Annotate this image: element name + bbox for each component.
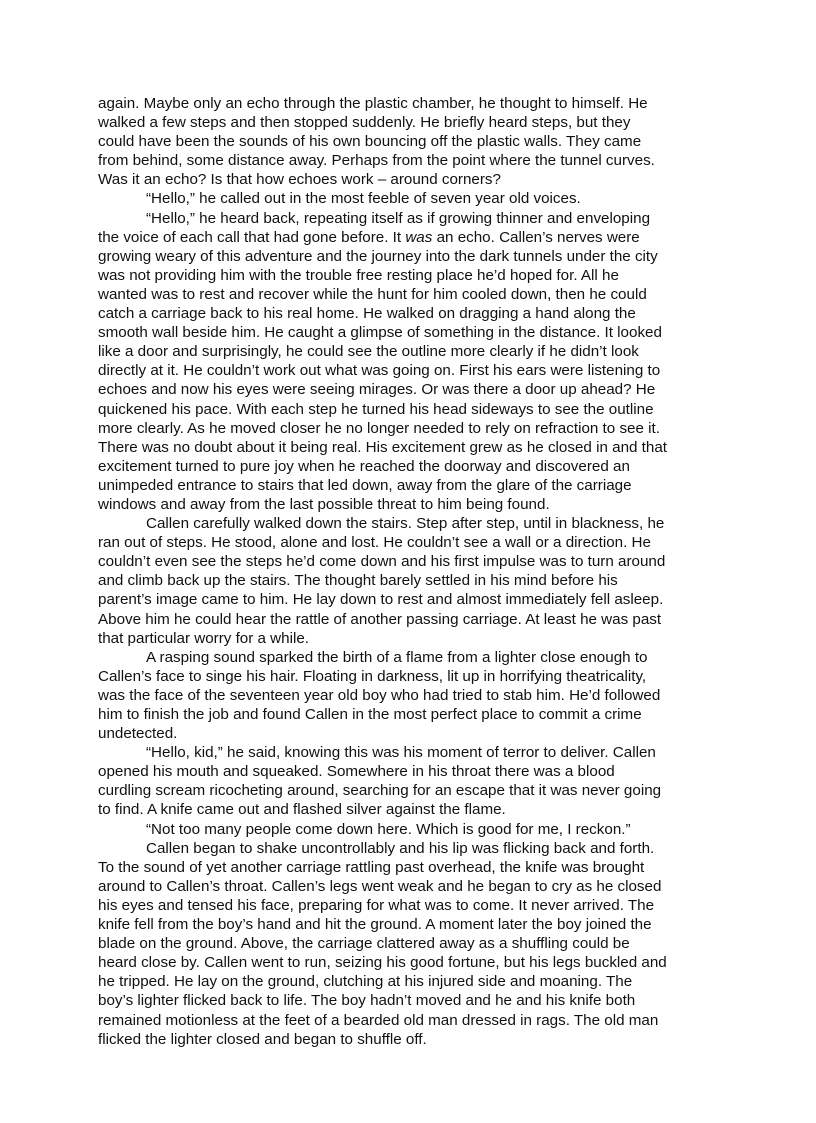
text-line: excitement turned to pure joy when he reached the doorway and discovered an bbox=[98, 457, 630, 475]
body-text bbox=[98, 94, 738, 1049]
text-line: curdling scream ricocheting around, searching for an escape that it was never going bbox=[98, 782, 662, 800]
text-line: couldn’t even see the steps he’d come down and his first impulse was to turn around bbox=[98, 553, 666, 571]
text-line: parent’s image came to him. He lay down to rest and almost immediately fell asleep. bbox=[98, 591, 664, 609]
text-line: that particular worry for a while. bbox=[98, 629, 310, 647]
text-line: him to finish the job and found Callen in the most perfect place to commit a crime bbox=[98, 706, 642, 723]
text-line: like a door and surprisingly, he could see the outline more clearly if he didn’t look bbox=[98, 343, 639, 361]
text-line: “Hello, kid,” he said, knowing this was his moment of terror to deliver. Callen bbox=[146, 744, 656, 762]
text-line: blade on the ground. Above, the carriage clattered away as a shuffling could be bbox=[98, 935, 630, 953]
text-line: his eyes and tensed his face, preparing for what was to come. It never arrived. The bbox=[98, 896, 655, 914]
text-line: more clearly. As he moved closer he no longer needed to rely on refraction to see it. bbox=[98, 419, 660, 437]
text-line: the voice of each call that had gone before. It was an echo. Callen’s nerves were bbox=[98, 228, 640, 246]
text-line: knife fell from the boy’s hand and hit the ground. A moment later the boy joined the bbox=[98, 916, 652, 934]
text-line: Above him he could hear the rattle of another passing carriage. At least he was past bbox=[98, 610, 662, 628]
text-line: again. Maybe only an echo through the plastic chamber, he thought to himself. He bbox=[98, 95, 648, 112]
text-line: ran out of steps. He stood, alone and lost. He couldn’t see a wall or a direction. He bbox=[98, 534, 651, 552]
text-line: To the sound of yet another carriage rattling past overhead, the knife was brought bbox=[98, 858, 645, 876]
text-line: to find. A knife came out and flashed silver against the flame. bbox=[98, 801, 506, 819]
text-line: unimpeded entrance to stairs that led down, away from the glare of the carriage bbox=[98, 476, 632, 494]
text-line: could have been the sounds of his own bouncing off the plastic walls. They came bbox=[98, 133, 642, 151]
text-line: was the face of the seventeen year old boy who had tried to stab him. He’d followed bbox=[98, 686, 661, 704]
text-line: he tripped. He lay on the ground, clutching at his injured side and moaning. The bbox=[98, 973, 633, 991]
text-line: There was no doubt about it being real. His excitement grew as he closed in and that bbox=[98, 438, 668, 456]
text-line: remained motionless at the feet of a bearded old man dressed in rags. The old man bbox=[98, 1011, 659, 1029]
text-line: directly at it. He couldn’t work out what was going on. First his ears were listening to bbox=[98, 362, 661, 380]
text-line: growing weary of this adventure and the journey into the dark tunnels under the city bbox=[98, 247, 658, 265]
text-line: boy’s lighter flicked back to life. The boy hadn’t moved and he and his knife both bbox=[98, 992, 636, 1010]
text-line: catch a carriage back to his real home. He walked on dragging a hand along the bbox=[98, 305, 636, 323]
text-line: Callen’s face to singe his hair. Floating in darkness, lit up in horrifying theatricality, bbox=[98, 667, 647, 685]
document-page bbox=[98, 94, 738, 1049]
text-line: wanted was to rest and recover while the hunt for him cooled down, then he could bbox=[98, 285, 647, 303]
text-line: and climb back up the stairs. The thought barely settled in his mind before his bbox=[98, 572, 618, 590]
text-line: echoes and now his eyes were seeing mirages. Or was there a door up ahead? He bbox=[98, 381, 656, 399]
text-line: windows and away from the last possible threat to him being found. bbox=[98, 495, 550, 513]
text-line: “Hello,” he called out in the most feeble of seven year old voices. bbox=[146, 190, 581, 208]
text-line: “Not too many people come down here. Which is good for me, I reckon.” bbox=[146, 820, 631, 838]
text-line: flicked the lighter closed and began to shuffle off. bbox=[98, 1030, 427, 1048]
text-line: quickened his pace. With each step he turned his head sideways to see the outline bbox=[98, 400, 654, 418]
text-line: A rasping sound sparked the birth of a flame from a lighter close enough to bbox=[146, 648, 648, 666]
text-line: from behind, some distance away. Perhaps from the point where the tunnel curves. bbox=[98, 152, 655, 170]
text-line: “Hello,” he heard back, repeating itself as if growing thinner and enveloping bbox=[146, 209, 651, 227]
text-line: heard close by. Callen went to run, seizing his good fortune, but his legs buckled and bbox=[98, 954, 667, 972]
text-line: Was it an echo? Is that how echoes work – around corners? bbox=[98, 171, 501, 189]
text-line: was not providing him with the trouble free resting place he’d hoped for. All he bbox=[98, 266, 619, 284]
text-line: opened his mouth and squeaked. Somewhere in his throat there was a blood bbox=[98, 763, 615, 781]
text-line: undetected. bbox=[98, 725, 178, 743]
emphasis: was bbox=[405, 228, 433, 246]
text-line: Callen began to shake uncontrollably and his lip was flicking back and forth. bbox=[146, 839, 655, 857]
text-line: Callen carefully walked down the stairs. Step after step, until in blackness, he bbox=[146, 515, 665, 533]
text-line: walked a few steps and then stopped suddenly. He briefly heard steps, but they bbox=[98, 114, 631, 132]
text-line: around to Callen’s throat. Callen’s legs went weak and he began to cry as he closed bbox=[98, 877, 662, 895]
text-line: smooth wall beside him. He caught a glimpse of something in the distance. It looked bbox=[98, 324, 662, 342]
